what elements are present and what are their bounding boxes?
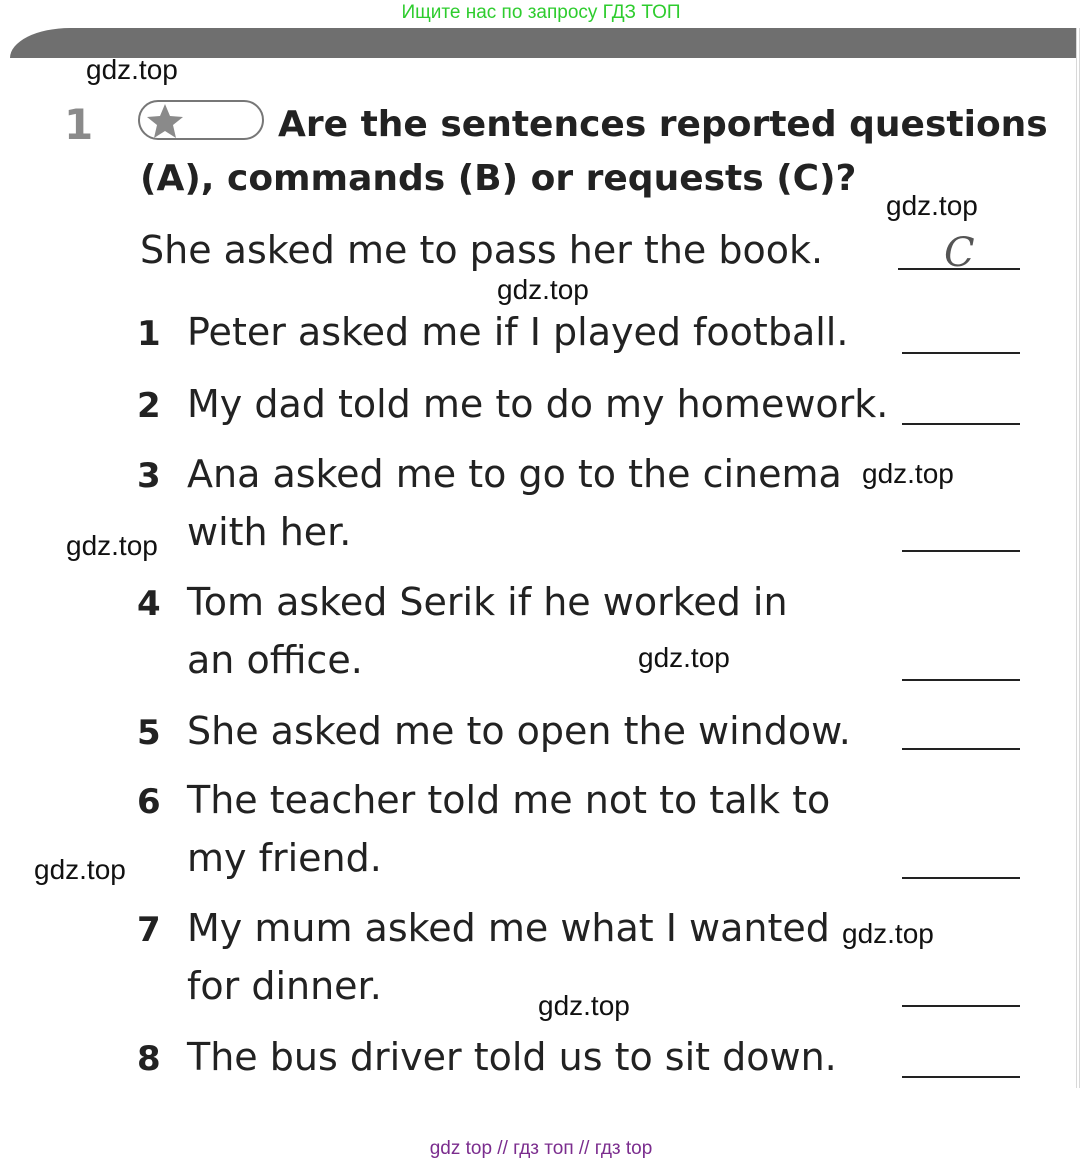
item-number: 3 — [137, 456, 161, 496]
answer-blank[interactable] — [902, 352, 1020, 354]
item-number: 6 — [137, 782, 161, 822]
answer-blank[interactable] — [902, 679, 1020, 681]
watermark: gdz.top — [638, 642, 730, 673]
watermark: gdz.top — [862, 458, 954, 489]
item-text: Ana asked me to go to the cinema — [187, 452, 842, 496]
watermark: gdz.top — [66, 530, 158, 561]
item-number: 1 — [137, 314, 161, 354]
example-answer-line — [898, 268, 1020, 270]
task-number: 1 — [64, 100, 94, 149]
page-edge — [1076, 28, 1082, 1088]
difficulty-badge — [138, 100, 264, 140]
item-text: Tom asked Serik if he worked in — [187, 580, 788, 624]
answer-blank[interactable] — [902, 1076, 1020, 1078]
answer-blank[interactable] — [902, 748, 1020, 750]
answer-blank[interactable] — [902, 423, 1020, 425]
example-sentence: She asked me to pass her the book. — [140, 228, 824, 272]
item-number: 7 — [137, 910, 161, 950]
item-text-continuation: my friend. — [187, 836, 382, 880]
item-number: 8 — [137, 1039, 161, 1079]
item-text-continuation: for dinner. — [187, 964, 382, 1008]
top-banner: Ищите нас по запросу ГДЗ ТОП — [401, 2, 681, 23]
example-answer: C — [944, 230, 975, 276]
item-text: My dad told me to do my homework. — [187, 382, 889, 426]
item-text: The teacher told me not to talk to — [187, 778, 831, 822]
item-text-continuation: with her. — [187, 510, 352, 554]
item-text-continuation: an office. — [187, 638, 363, 682]
watermark: gdz.top — [538, 990, 630, 1021]
item-text: She asked me to open the window. — [187, 709, 851, 753]
answer-blank[interactable] — [902, 877, 1020, 879]
item-number: 2 — [137, 386, 161, 426]
item-number: 5 — [137, 713, 161, 753]
star-icon — [143, 102, 187, 140]
watermark: gdz.top — [86, 54, 178, 85]
watermark: gdz.top — [497, 274, 589, 305]
item-text: My mum asked me what I wanted — [187, 906, 830, 950]
answer-blank[interactable] — [902, 550, 1020, 552]
watermark: gdz.top — [34, 854, 126, 885]
item-text: Peter asked me if I played football. — [187, 310, 849, 354]
watermark: gdz.top — [842, 918, 934, 949]
watermark: gdz.top — [886, 190, 978, 221]
item-text: The bus driver told us to sit down. — [187, 1035, 837, 1079]
item-number: 4 — [137, 584, 161, 624]
answer-blank[interactable] — [902, 1005, 1020, 1007]
task-heading-line2: (A), commands (B) or requests (C)? — [140, 158, 857, 199]
footer-watermark: gdz top // гдз топ // гдз top — [429, 1138, 653, 1159]
task-heading-line1: Are the sentences reported questions — [278, 104, 1048, 145]
